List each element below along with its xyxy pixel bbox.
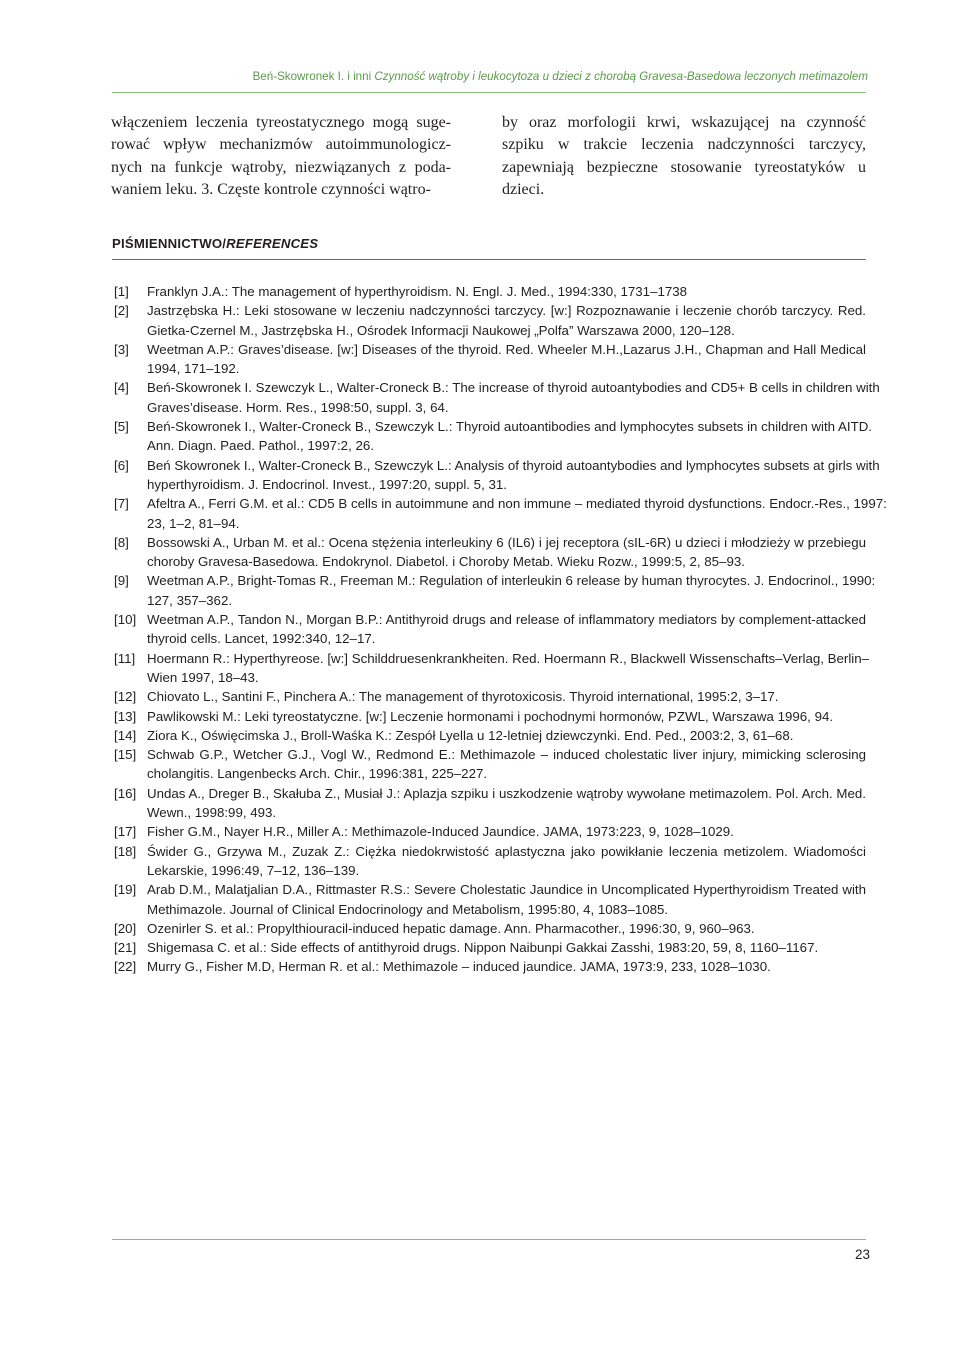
reference-item (114, 938, 866, 957)
body-text-line: rować wpływ mechanizmów autoimmunologicz- (111, 136, 451, 154)
references-rule (112, 259, 866, 260)
body-text-line: szpiku w trakcie leczenia nadczynności tarczycy, (502, 136, 866, 154)
reference-item (114, 494, 887, 533)
body-text-right-column (502, 112, 866, 201)
reference-item (114, 417, 872, 456)
reference-text-line: Fisher G.M., Nayer H.R., Miller A.: Methimazole-Induced Jaundice. JAMA, 1973:223, 9, 1028–1029. (147, 824, 734, 840)
reference-number: [7] (114, 496, 129, 512)
body-text-line: dzieci. (502, 180, 545, 198)
references-heading-pl: PIŚMIENNICTWO/ (112, 236, 227, 251)
body-text-line: włączeniem leczenia tyreostatycznego mogą suge- (111, 114, 451, 131)
reference-number: [11] (114, 650, 136, 666)
reference-item (114, 301, 866, 340)
reference-number: [12] (114, 689, 137, 705)
reference-number: [15] (114, 747, 137, 763)
reference-text-line: Ann. Diagn. Paed. Pathol., 1997:2, 26. (147, 438, 374, 454)
reference-item (114, 957, 866, 976)
reference-item (114, 745, 866, 784)
reference-text-line: hyperthyroidism. J. Endocrinol. Invest., 1997:20, suppl. 5, 31. (147, 476, 507, 492)
running-header-title: Czynność wątroby i leukocytoza u dzieci z chorobą Gravesa-Basedowa leczonych metimazolem (374, 70, 868, 83)
body-text-line: by oraz morfologii krwi, wskazującej na czynność (502, 114, 866, 131)
reference-text-line: Arab D.M., Malatjalian D.A., Rittmaster R.S.: Severe Cholestatic Jaundice in Uncomplicated Hyperthyroidism Treated with (147, 882, 866, 898)
reference-text-line: Beń-Skowronek I. Szewczyk L., Walter-Croneck B.: The increase of thyroid autoantybodies and CD5+ B cells in children with (147, 380, 880, 396)
reference-number: [18] (114, 843, 137, 859)
reference-text-line: Shigemasa C. et al.: Side effects of antithyroid drugs. Nippon Naibunpi Gakkai Zasshi, 1983:20, 59, 8, 1160–1167. (147, 940, 819, 956)
reference-text-line: 1994, 171–192. (147, 361, 240, 377)
reference-number: [6] (114, 457, 129, 473)
reference-text-line: Ozenirler S. et al.: Propylthiouracil-induced hepatic damage. Ann. Pharmacother., 1996:30, 9, 960–963. (147, 920, 755, 936)
reference-item (114, 687, 866, 706)
reference-text-line: cholangitis. Langenbecks Arch. Chir., 1996:381, 225–227. (147, 766, 488, 782)
reference-text-line: Undas A., Dreger B., Skałuba Z., Musiał J.: Aplazja szpiku i uszkodzenie wątroby wywołane metimazolem. Pol. Arch. Med. (147, 785, 866, 801)
reference-number: [5] (114, 419, 129, 435)
running-header-authors: Beń-Skowronek I. i inni (252, 70, 372, 83)
body-text-line: zapewniają bezpieczne stosowanie tyreostatyków u (502, 158, 866, 176)
reference-item (114, 880, 866, 919)
reference-item (114, 726, 866, 745)
reference-text-line: Weetman A.P., Bright-Tomas R., Freeman M.: Regulation of interleukin 6 release by human thyrocytes. J. Endocrinol., 1990: (147, 573, 876, 589)
reference-number: [20] (114, 920, 137, 936)
footer-rule (112, 1239, 866, 1240)
reference-item (114, 610, 866, 649)
reference-item (114, 456, 880, 495)
reference-text-line: Weetman A.P., Tandon N., Morgan B.P.: Antithyroid drugs and release of inflammatory mediators by complement-attacked (147, 612, 866, 628)
reference-number: [21] (114, 940, 137, 956)
reference-number: [4] (114, 380, 129, 396)
body-text-left-column (111, 112, 451, 201)
reference-text-line: choroby Gravesa-Basedowa. Endokrynol. Diabetol. i Choroby Metab. Wieku Rozw., 1999:5, 2, 85–93. (147, 554, 745, 570)
reference-item (114, 919, 866, 938)
references-heading-en: REFERENCES (226, 236, 319, 251)
reference-number: [8] (114, 534, 129, 550)
reference-item (114, 533, 866, 572)
reference-text-line: Methimazole. Journal of Clinical Endocrinology and Metabolism, 1995:80, 4, 1083–1085. (147, 901, 669, 917)
reference-text-line: Schwab G.P., Wetcher G.J., Vogl W., Redmond E.: Methimazole – induced cholestatic liver injury, mimicking sclerosing (147, 747, 866, 763)
reference-text-line: Gietka-Czernel M., Jastrzębska H., Ośrodek Informacji Naukowej „Polfa” Warszawa 2000, 120–128. (147, 322, 735, 338)
reference-number: [1] (114, 284, 129, 299)
reference-text-line: Hoermann R.: Hyperthyreose. [w:] Schilddruesenkrankheiten. Red. Hoermann R., Blackwell Wissenschafts–Verlag, Berlin– (147, 650, 870, 666)
references-heading (112, 236, 318, 251)
reference-text-line: Beń Skowronek I., Walter-Croneck B., Szewczyk L.: Analysis of thyroid autoantybodies and lymphocytes subsets at girls with (147, 457, 880, 473)
reference-text-line: Lekarskie, 1996:49, 7–12, 136–139. (147, 862, 360, 878)
body-text-line: waniem leku. 3. Częste kontrole czynności wątro- (111, 180, 431, 198)
reference-number: [17] (114, 824, 137, 840)
reference-item (114, 282, 866, 301)
reference-number: [22] (114, 959, 137, 975)
reference-number: [9] (114, 573, 129, 589)
running-header (108, 70, 868, 84)
reference-text-line: 23, 1–2, 81–94. (147, 515, 240, 531)
reference-text-line: Franklyn J.A.: The management of hyperthyroidism. N. Engl. J. Med., 1994:330, 1731–1738 (147, 284, 688, 299)
reference-item (114, 842, 866, 881)
reference-text-line: Chiovato L., Santini F., Pinchera A.: The management of thyrotoxicosis. Thyroid international, 1995:2, 3–17. (147, 689, 779, 705)
reference-item (114, 822, 866, 841)
reference-text-line: Pawlikowski M.: Leki tyreostatyczne. [w:] Leczenie hormonami i pochodnymi hormonów, PZWL, Warszawa 1996, 94. (147, 708, 834, 724)
reference-text-line: Bossowski A., Urban M. et al.: Ocena stężenia interleukiny 6 (IL6) i jej receptora (sIL-6R) u dzieci i młodzieży w przebiegu (147, 534, 866, 550)
reference-number: [3] (114, 341, 129, 357)
reference-item (114, 378, 880, 417)
reference-text-line: Afeltra A., Ferri G.M. et al.: CD5 B cells in autoimmune and non immune – mediated thyroid dysfunctions. Endocr.-Res., 1997: (147, 496, 887, 512)
body-text-line: nych na funkcje wątroby, niezwiązanych z poda- (111, 158, 451, 176)
reference-number: [19] (114, 882, 137, 898)
reference-text-line: Murry G., Fisher M.D, Herman R. et al.: Methimazole – induced jaundice. JAMA, 1973:9, 233, 1028–1030. (147, 959, 771, 975)
reference-text-line: Wewn., 1998:99, 493. (147, 805, 277, 821)
reference-text-line: Weetman A.P.: Graves’disease. [w:] Diseases of the thyroid. Red. Wheeler M.H.,Lazarus J.H., Chapman and Hall Medical (147, 341, 866, 357)
reference-text-line: Świder G., Grzywa M., Zuzak Z.: Ciężka niedokrwistość aplastyczna jako powikłanie leczenia metizolem. Wiadomości (147, 843, 866, 859)
reference-text-line: Jastrzębska H.: Leki stosowane w leczeniu nadczynności tarczycy. [w:] Rozpoznawanie i leczenie chorób tarczycy. Red. (147, 303, 866, 319)
reference-item (114, 571, 876, 610)
reference-item (114, 340, 866, 379)
reference-item (114, 784, 866, 823)
reference-number: [2] (114, 303, 129, 319)
reference-item (114, 707, 866, 726)
reference-text-line: Wien 1997, 18–43. (147, 669, 259, 685)
reference-text-line: Ziora K., Oświęcimska J., Broll-Waśka K.: Zespół Lyella u 12-letniej dziewczynki. End. Ped., 2003:2, 3, 61–68. (147, 727, 794, 743)
reference-number: [10] (114, 612, 137, 628)
references-list (114, 282, 887, 977)
reference-text-line: Graves’disease. Horm. Res., 1998:50, suppl. 3, 64. (147, 399, 449, 415)
reference-number: [13] (114, 708, 137, 724)
reference-number: [16] (114, 785, 137, 801)
reference-number: [14] (114, 727, 137, 743)
reference-text-line: thyroid cells. Lancet, 1992:340, 12–17. (147, 631, 376, 647)
header-rule (112, 92, 866, 93)
reference-text-line: Beń-Skowronek I., Walter-Croneck B., Szewczyk L.: Thyroid autoantibodies and lymphocytes subsets in children with AITD. (147, 419, 872, 435)
page-number: 23 (854, 1247, 870, 1262)
reference-text-line: 127, 357–362. (147, 592, 233, 608)
reference-item (114, 649, 870, 688)
